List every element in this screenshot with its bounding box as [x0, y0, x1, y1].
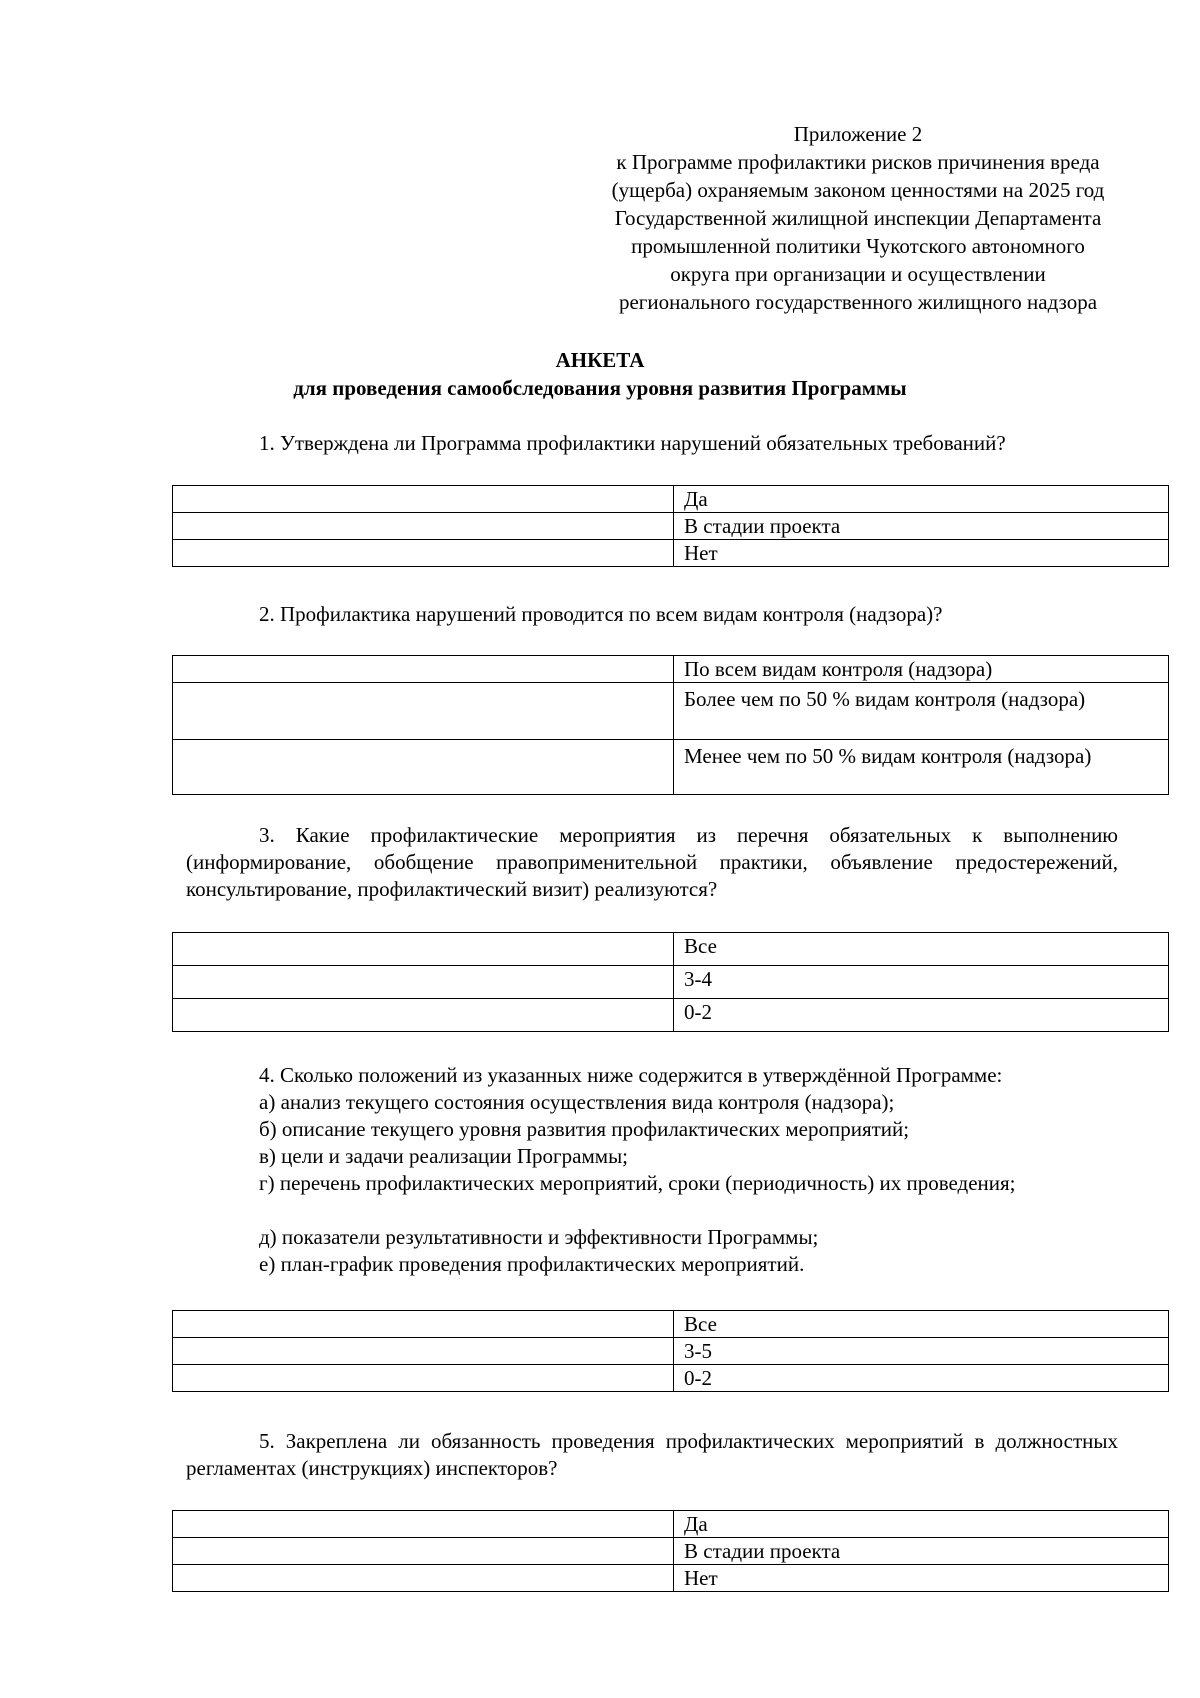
header-line: регионального государственного жилищного надзора — [618, 290, 1098, 314]
table-row — [173, 1365, 1169, 1392]
mark-cell[interactable] — [173, 656, 674, 683]
option-label: 0-2 — [674, 1365, 1169, 1392]
option-label: Да — [674, 1511, 1169, 1538]
header-line: промышленной политики Чукотского автономного — [631, 234, 1085, 258]
option-label: 0-2 — [674, 999, 1169, 1032]
table-row — [173, 933, 1169, 966]
table-row — [173, 540, 1169, 567]
option-label: Нет — [674, 1565, 1169, 1592]
appendix-header — [573, 120, 1143, 316]
mark-cell[interactable] — [173, 933, 674, 966]
mark-cell[interactable] — [173, 1311, 674, 1338]
table-row — [173, 740, 1169, 795]
mark-cell[interactable] — [173, 540, 674, 567]
mark-cell[interactable] — [173, 1538, 674, 1565]
table-row — [173, 966, 1169, 999]
question-5: 5. Закреплена ли обязанность проведения профилактических мероприятий в должностных регламентах (инструкциях) инспекторов? — [186, 1429, 1118, 1480]
mark-cell[interactable] — [173, 1511, 674, 1538]
mark-cell[interactable] — [173, 513, 674, 540]
list-item: в) цели и задачи реализации Программы; — [259, 1144, 629, 1168]
table-row — [173, 513, 1169, 540]
option-label: По всем видам контроля (надзора) — [674, 656, 1169, 683]
option-label: В стадии проекта — [674, 1538, 1169, 1565]
option-label: 3-4 — [674, 966, 1169, 999]
list-item: е) план-график проведения профилактических мероприятий. — [259, 1252, 805, 1276]
header-line: Приложение 2 — [793, 122, 923, 146]
mark-cell[interactable] — [173, 1365, 674, 1392]
mark-cell[interactable] — [173, 966, 674, 999]
table-row — [173, 1565, 1169, 1592]
option-label: Все — [674, 1311, 1169, 1338]
question-3: 3. Какие профилактические мероприятия из перечня обязательных к выполнению (информирование, обобщение правоприменительной практики, объявление предостережений, консультирование, профилактический визит) реализуются? — [186, 823, 1118, 901]
option-label: Менее чем по 50 % видам контроля (надзора) — [674, 740, 1169, 795]
page-title: АНКЕТА — [555, 348, 645, 372]
mark-cell[interactable] — [173, 740, 674, 795]
table-row — [173, 656, 1169, 683]
list-item: а) анализ текущего состояния осуществления вида контроля (надзора); — [259, 1090, 895, 1114]
header-line: (ущерба) охраняемым законом ценностями на 2025 год — [611, 178, 1105, 202]
list-item: б) описание текущего уровня развития профилактических мероприятий; — [259, 1117, 910, 1141]
answer-table-4 — [172, 1310, 1169, 1392]
question-4: 4. Сколько положений из указанных ниже содержится в утверждённой Программе: — [259, 1063, 1003, 1087]
mark-cell[interactable] — [173, 1565, 674, 1592]
table-row — [173, 999, 1169, 1032]
header-line: к Программе профилактики рисков причинения вреда — [616, 150, 1100, 174]
question-2: 2. Профилактика нарушений проводится по всем видам контроля (надзора)? — [259, 602, 943, 626]
option-label: Да — [674, 486, 1169, 513]
answer-table-5 — [172, 1510, 1169, 1592]
header-line: округа при организации и осуществлении — [670, 262, 1046, 286]
option-label: Нет — [674, 540, 1169, 567]
mark-cell[interactable] — [173, 1338, 674, 1365]
table-row — [173, 1538, 1169, 1565]
list-item: д) показатели результативности и эффективности Программы; — [259, 1225, 819, 1249]
mark-cell[interactable] — [173, 683, 674, 740]
mark-cell[interactable] — [173, 999, 674, 1032]
page-subtitle: для проведения самообследования уровня развития Программы — [293, 376, 907, 400]
option-label: В стадии проекта — [674, 513, 1169, 540]
option-label: 3-5 — [674, 1338, 1169, 1365]
option-label: Более чем по 50 % видам контроля (надзора) — [674, 683, 1169, 740]
answer-table-1 — [172, 485, 1169, 567]
table-row — [173, 1511, 1169, 1538]
table-row — [173, 683, 1169, 740]
table-row — [173, 1338, 1169, 1365]
table-row — [173, 486, 1169, 513]
list-item: г) перечень профилактических мероприятий, сроки (периодичность) их проведения; — [259, 1171, 1016, 1195]
answer-table-3 — [172, 932, 1169, 1032]
table-row — [173, 1311, 1169, 1338]
option-label: Все — [674, 933, 1169, 966]
answer-table-2 — [172, 655, 1169, 795]
mark-cell[interactable] — [173, 486, 674, 513]
question-1: 1. Утверждена ли Программа профилактики нарушений обязательных требований? — [259, 431, 1006, 455]
header-line: Государственной жилищной инспекции Департамента — [614, 206, 1102, 230]
